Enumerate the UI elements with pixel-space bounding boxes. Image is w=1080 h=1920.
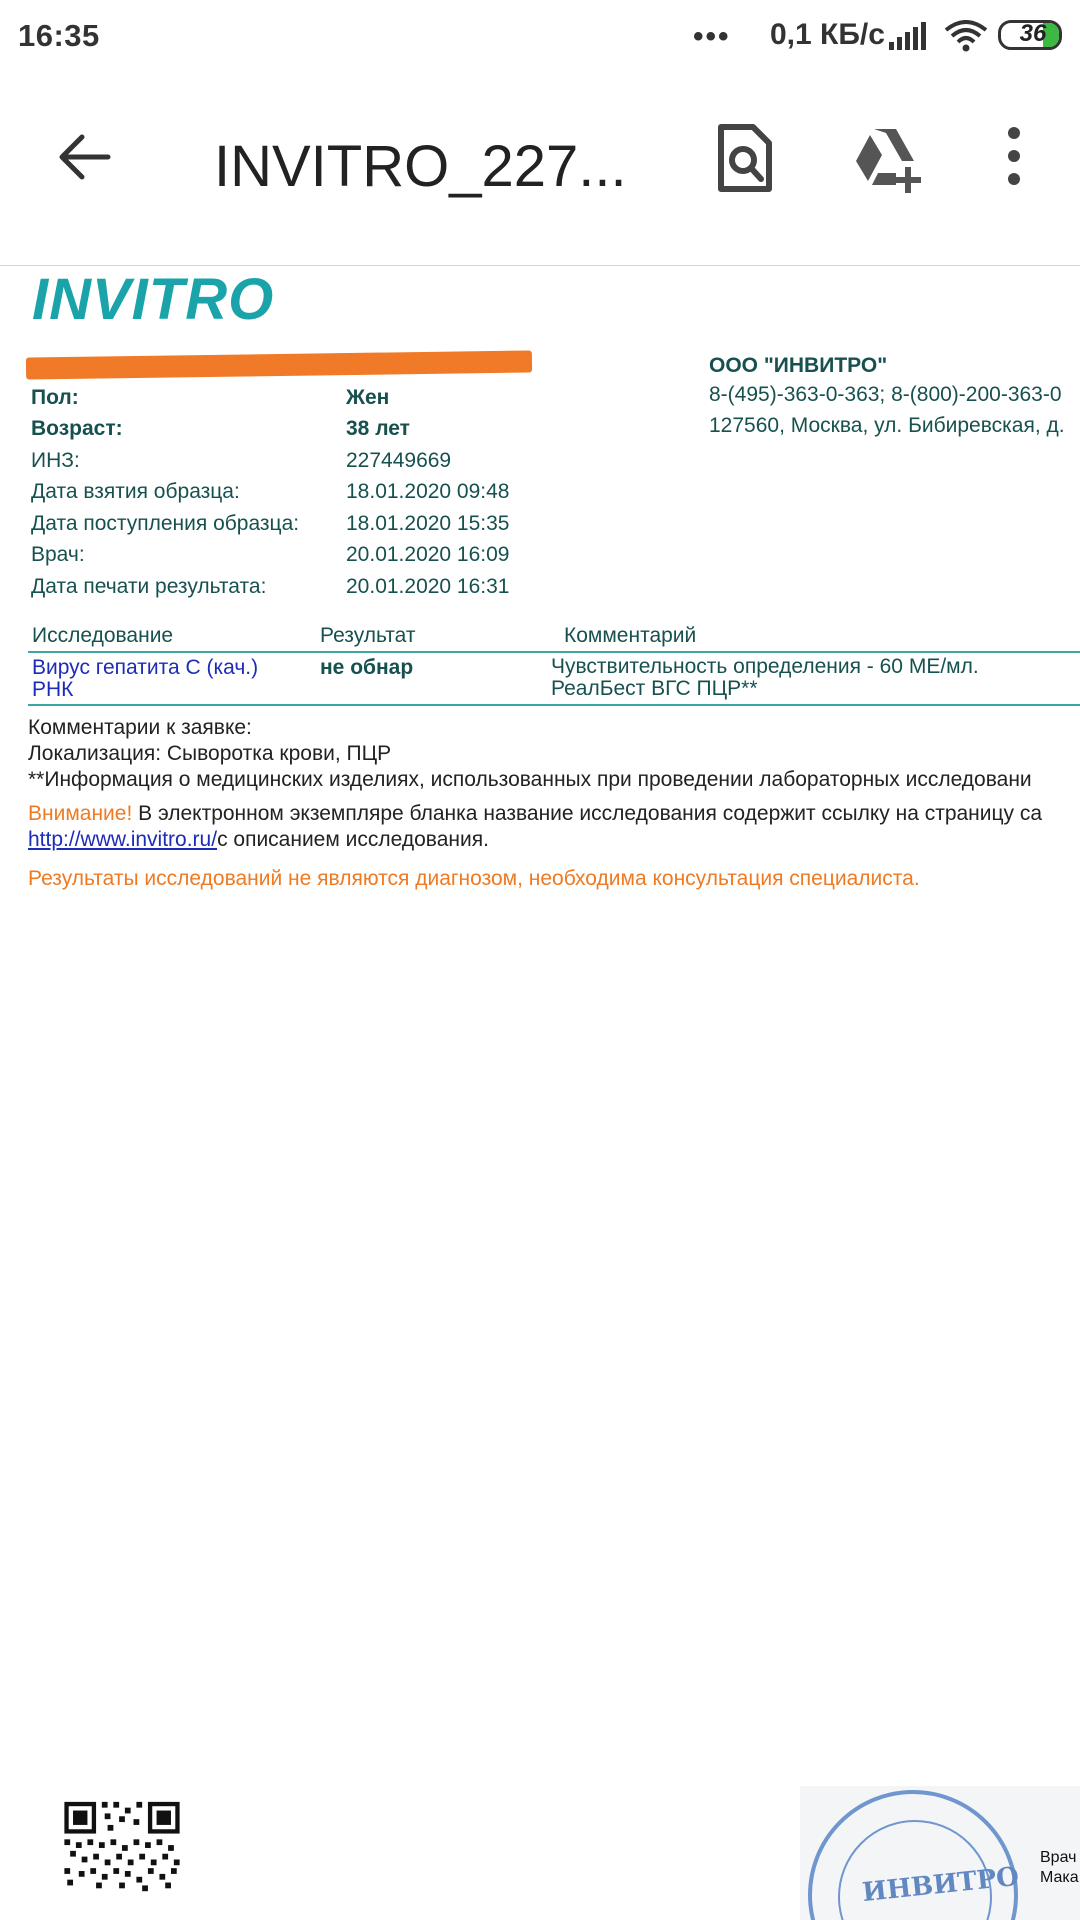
study-link[interactable] [32, 657, 292, 701]
doctor-label-line2: Мака [1040, 1869, 1079, 1886]
field-value-doctor: 20.01.2020 16:09 [346, 543, 510, 566]
study-name-line2[interactable]: РНК [32, 678, 74, 701]
header-comment: Комментарий [564, 624, 697, 647]
org-phones: 8-(495)-363-0-363; 8-(800)-200-363-0 [709, 383, 1062, 406]
signal-icon [889, 22, 929, 50]
results-table-header [28, 620, 1080, 653]
pdf-page[interactable] [0, 266, 1080, 1920]
attention-word: Внимание! [28, 802, 133, 825]
field-label-sex: Пол: [31, 386, 79, 409]
stamp-text: ИНВИТРО [860, 1861, 1021, 1909]
field-label-sample-taken: Дата взятия образца: [31, 480, 240, 503]
comment-line1: Чувствительность определения - 60 МЕ/мл. [551, 655, 979, 678]
more-vert-icon[interactable] [1000, 123, 1028, 193]
back-arrow-icon[interactable] [52, 125, 116, 189]
field-value-sample-taken: 18.01.2020 09:48 [346, 480, 510, 503]
notification-dots: ••• [693, 20, 731, 53]
invitro-logo: INVITRO [32, 267, 275, 332]
field-value-print-date: 20.01.2020 16:31 [346, 575, 510, 598]
field-value-sample-received: 18.01.2020 15:35 [346, 512, 510, 535]
field-value-age: 38 лет [346, 417, 410, 440]
doctor-signature-label [1040, 1848, 1079, 1888]
field-label-age: Возраст: [31, 417, 123, 440]
battery-icon [998, 20, 1062, 50]
comment-line2: РеалБест ВГС ПЦР** [551, 677, 758, 700]
result-value: не обнар [320, 656, 414, 679]
table-row [28, 652, 1080, 706]
org-name: ООО "ИНВИТРО" [709, 354, 888, 377]
comments-title: Комментарии к заявке: [28, 716, 252, 739]
attention-text: В электронном экземпляре бланка название исследования содержит ссылку на страницу са [132, 802, 1043, 825]
battery-level: 36 [1019, 20, 1047, 47]
study-name-line1[interactable]: Вирус гепатита С (кач.) [32, 656, 259, 679]
network-speed: 0,1 КБ/с [770, 18, 885, 51]
status-bar [0, 0, 1080, 75]
header-study: Исследование [32, 624, 174, 647]
url-suffix: с описанием исследования. [217, 828, 489, 851]
org-address: 127560, Москва, ул. Бибиревская, д. [709, 414, 1065, 437]
header-result: Результат [320, 624, 416, 647]
field-label-sample-received: Дата поступления образца: [31, 512, 300, 535]
field-label-print-date: Дата печати результата: [31, 575, 267, 598]
find-in-document-icon[interactable] [715, 123, 775, 193]
localization-note: Локализация: Сыворотка крови, ПЦР [28, 742, 392, 765]
attention-note [28, 802, 1042, 826]
result-comment [551, 656, 979, 700]
field-label-inz: ИНЗ: [31, 449, 80, 472]
status-time: 16:35 [18, 18, 100, 53]
app-toolbar [0, 75, 1080, 267]
doctor-label-line1: Врач [1040, 1849, 1077, 1866]
add-to-drive-icon[interactable] [852, 123, 924, 193]
disclaimer: Результаты исследований не являются диагнозом, необходима консультация специалиста. [28, 867, 920, 890]
url-note [28, 828, 489, 852]
document-title: INVITRO_227... [214, 134, 627, 199]
medical-devices-note: **Информация о медицинских изделиях, использованных при проведении лабораторных исследовани [28, 768, 1032, 791]
invitro-url-link[interactable]: http://www.invitro.ru/ [28, 828, 218, 851]
field-value-inz: 227449669 [346, 449, 452, 472]
field-value-sex: Жен [346, 386, 390, 409]
wifi-icon [944, 20, 988, 52]
field-label-doctor: Врач: [31, 543, 85, 566]
qr-code [38, 1799, 206, 1920]
